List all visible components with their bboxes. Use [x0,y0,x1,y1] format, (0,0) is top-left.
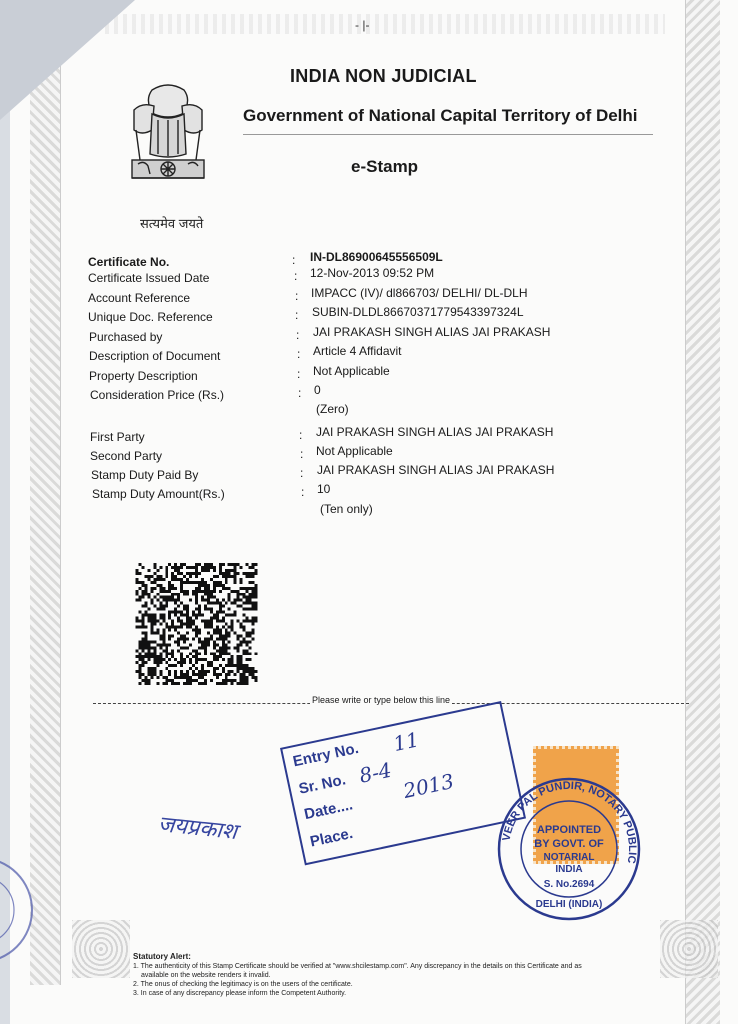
document-subtitle: e-Stamp [351,157,419,176]
seal-stamp-text: NOTARIAL [543,852,595,863]
field-colon: : [296,328,300,342]
field-colon: : [298,386,302,400]
field-colon: : [295,308,299,322]
alert-line: available on the website renders it invalid. [141,972,271,979]
field-colon: : [297,367,301,381]
field-colon: : [299,428,303,442]
partial-seal-left [0,850,40,970]
sr-no-value: 8-4 [357,757,394,788]
field-label: Purchased by [89,330,163,344]
date-label: Date.... [302,796,355,824]
emblem-motto: सत्यमेव जयते [140,216,204,231]
field-label: Property Description [89,369,198,383]
field-label: Unique Doc. Reference [88,310,213,324]
corner-ornament [72,920,130,978]
entry-no-label: Entry No. [291,739,361,771]
document-title: INDIA NON JUDICIAL [290,66,477,86]
field-value: Not Applicable [313,364,390,378]
alert-line: 2. The onus of checking the legitimacy is on the users of the certificate. [133,981,353,988]
cut-line-label: Please write or type below this line [312,695,451,705]
seal-ring-text: VEER PAL PUNDIR, NOTARY PUBLIC [500,779,639,865]
date-value: 2013 [401,768,456,803]
sr-no-label: Sr. No. [297,771,348,798]
alert-line: 1. The authenticity of this Stamp Certificate should be verified at "www.shcilestamp.com". Any discrepancy in the details on this Certificate and as [133,963,582,970]
field-colon: : [294,269,298,283]
alert-line: 3. In case of any discrepancy please inform the Competent Authority. [133,990,347,997]
field-value: JAI PRAKASH SINGH ALIAS JAI PRAKASH [317,463,555,477]
field-value: 12-Nov-2013 09:52 PM [310,266,435,280]
government-name: Government of National Capital Territory of Delhi [243,106,638,125]
field-label: First Party [90,430,145,444]
field-value: (Zero) [316,402,349,416]
left-border-pattern [30,45,61,985]
field-value: JAI PRAKASH SINGH ALIAS JAI PRAKASH [313,325,551,339]
statutory-alert [133,952,582,998]
field-colon: : [300,466,304,480]
top-border-pattern [105,14,665,34]
seal-reg: S. No.2694 [543,879,595,890]
title-rule [243,134,653,135]
field-value: Not Applicable [316,444,393,458]
seal-bottom: DELHI (INDIA) [535,899,603,910]
field-label: Description of Document [89,349,221,363]
qr-code [135,563,258,685]
field-value: Article 4 Affidavit [313,344,402,358]
signature: जयप्रकाश [156,811,239,846]
folded-corner [0,0,135,120]
field-value: JAI PRAKASH SINGH ALIAS JAI PRAKASH [316,425,554,439]
field-label: Certificate Issued Date [88,271,210,285]
field-label: Stamp Duty Amount(Rs.) [92,487,225,501]
national-emblem-icon [122,80,214,210]
place-label: Place. [308,824,355,851]
alert-title: Statutory Alert: [133,952,191,961]
right-border-pattern [685,0,720,1024]
notary-seal [495,775,643,923]
field-value: IMPACC (IV)/ dl866703/ DELHI/ DL-DLH [311,286,528,300]
field-value: SUBIN-DLDL86670371779543397324L [312,305,524,319]
field-colon: : [295,289,299,303]
field-label: Consideration Price (Rs.) [90,388,225,402]
field-colon: : [301,485,305,499]
seal-line1: APPOINTED [536,824,602,836]
corner-ornament [660,920,718,978]
seal-line3: INDIA [555,864,583,875]
field-label: Certificate No. [88,255,170,269]
field-value: IN-DL86900645556509L [310,250,443,264]
field-colon: : [300,447,304,461]
entry-no-value: 11 [391,727,422,757]
field-value: 10 [317,482,331,496]
field-value: 0 [314,383,321,397]
pen-mark: - |- [355,18,370,32]
field-value: (Ten only) [320,502,373,516]
field-label: Second Party [90,449,163,463]
field-label: Account Reference [88,291,191,305]
field-colon: : [292,253,296,267]
field-label: Stamp Duty Paid By [91,468,199,482]
field-colon: : [297,347,301,361]
seal-line2: BY GOVT. OF [534,838,604,850]
